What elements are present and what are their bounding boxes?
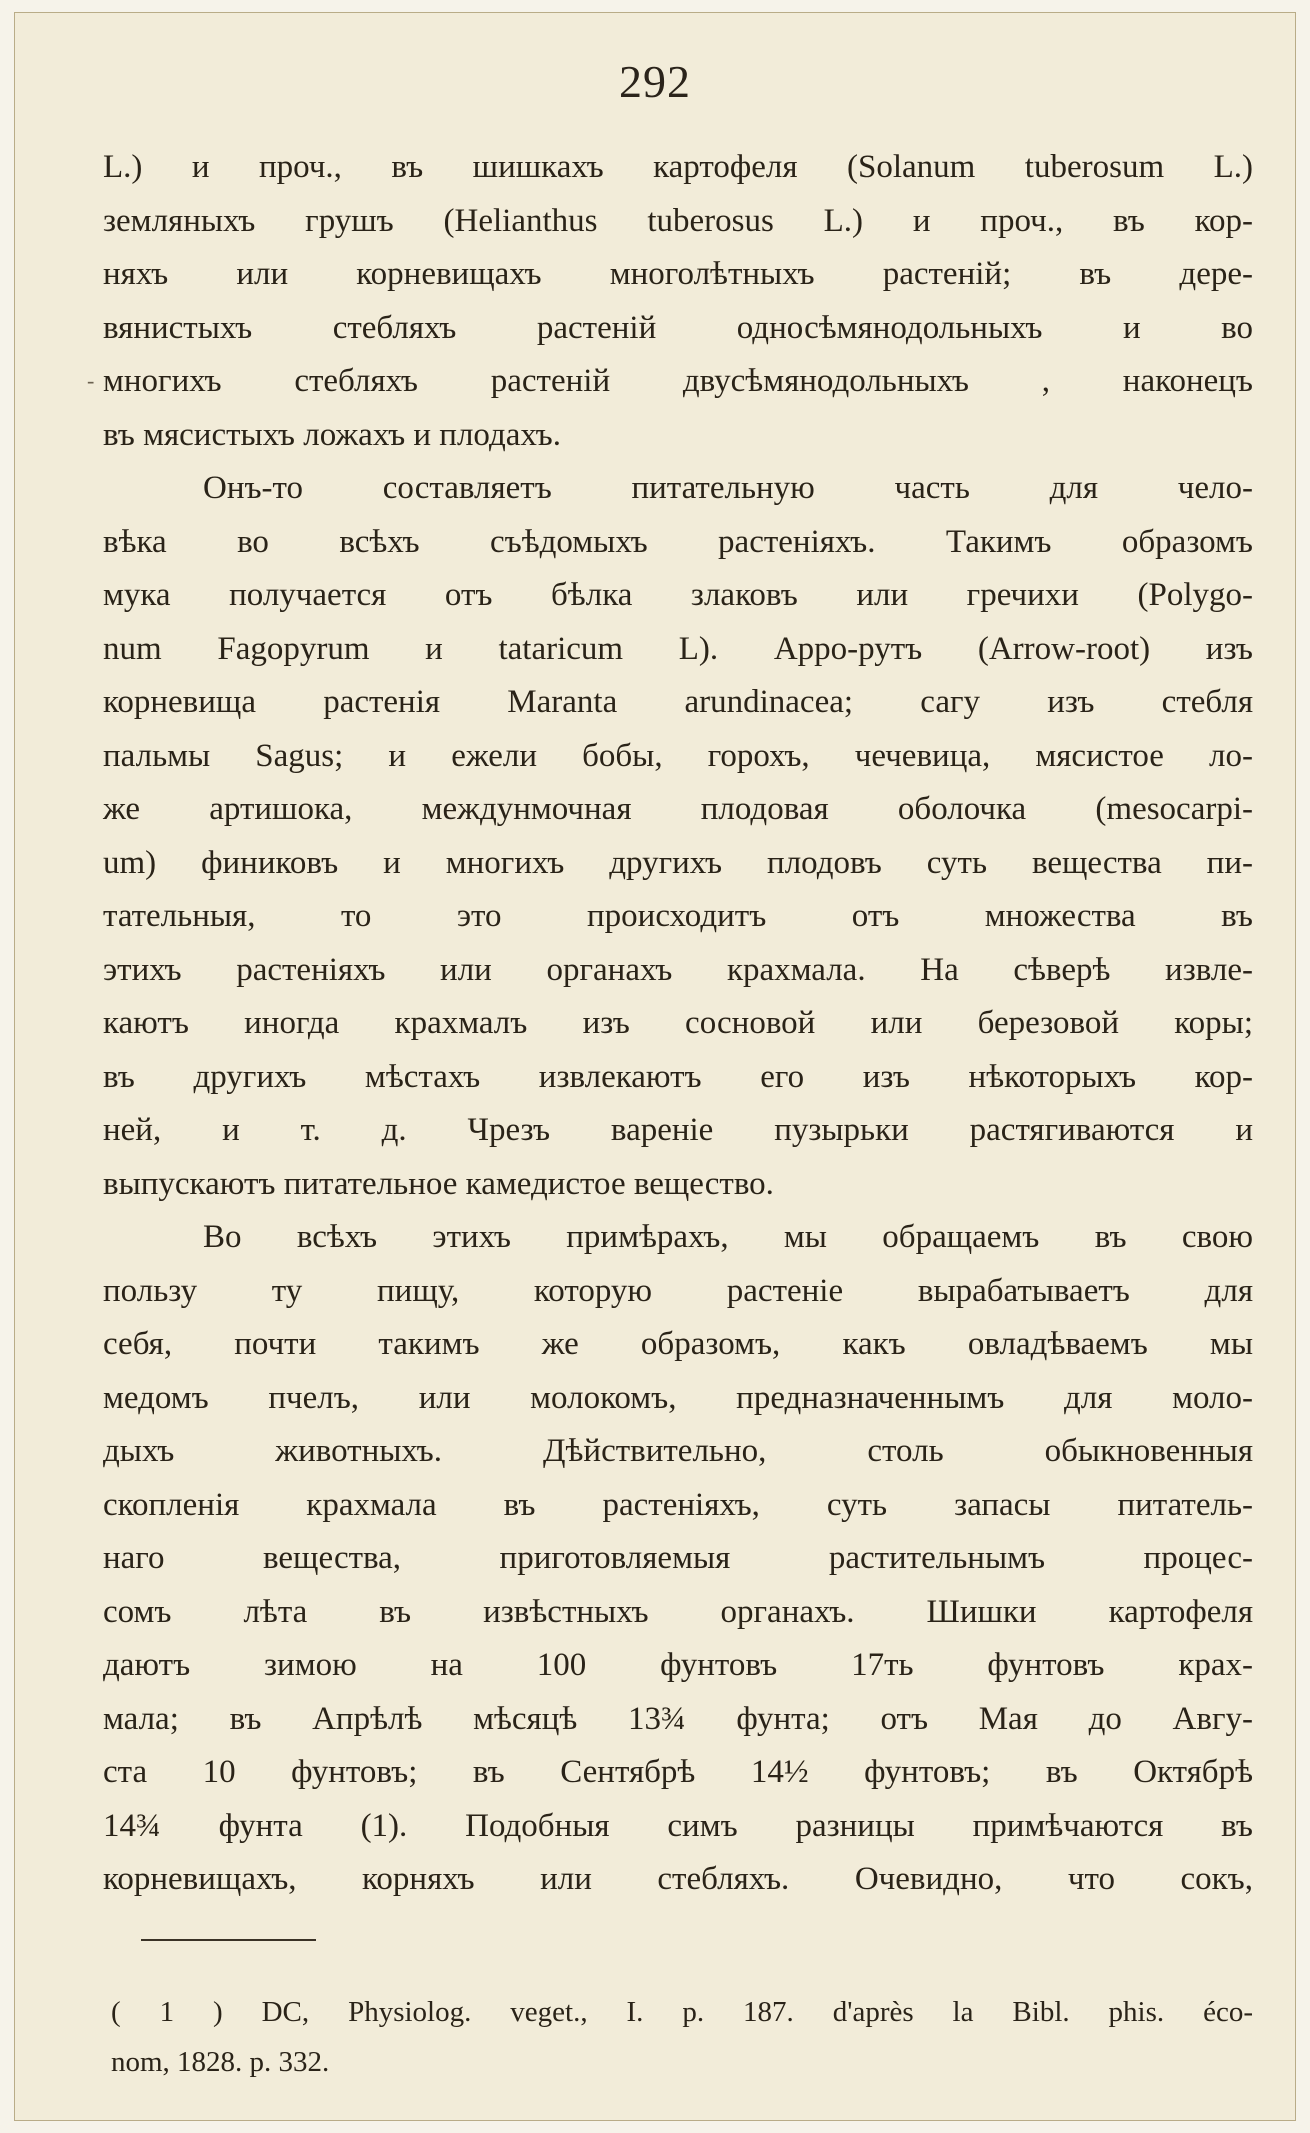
text-line: вянистыхъ стебляхъ растеній односѣмянодольныхъ и во [103, 309, 1253, 346]
text-line: Онъ-то составляетъ питательную часть для чело- [203, 470, 1253, 506]
text-line: ней, и т. д. Чрезъ вареніе пузырьки растягиваются и [103, 1112, 1253, 1148]
body-text [103, 141, 1253, 1907]
text-line: няхъ или корневищахъ многолѣтныхъ растеній; въ дере- [103, 256, 1253, 292]
footnote-divider [141, 1939, 316, 1941]
text-line: ста 10 фунтовъ; въ Сентябрѣ 14½ фунтовъ; въ Октябрѣ [103, 1754, 1253, 1790]
footnote-line: nom, 1828. p. 332. [111, 2046, 330, 2078]
text-line: 14¾ фунта (1). Подобныя симъ разницы примѣчаются въ [103, 1807, 1253, 1844]
text-line: себя, почти такимъ же образомъ, какъ овладѣваемъ мы [103, 1326, 1253, 1362]
text-line: пальмы Sagus; и ежели бобы, горохъ, чечевица, мясистое ло- [103, 737, 1253, 774]
text-line: земляныхъ грушъ (Helianthus tuberosus L.) и проч., въ кор- [103, 202, 1253, 239]
margin-mark: - [87, 368, 95, 393]
text-line: мука получается отъ бѣлка злаковъ или гречихи (Polygo- [103, 577, 1253, 613]
text-line: вѣка во всѣхъ съѣдомыхъ растеніяхъ. Такимъ образомъ [103, 523, 1253, 560]
text-line: наго вещества, приготовляемыя растительнымъ процес- [103, 1540, 1253, 1576]
text-line: медомъ пчелъ, или молокомъ, предназначеннымъ для моло- [103, 1379, 1253, 1416]
text-line: дыхъ животныхъ. Дѣйствительно, столь обыкновенныя [103, 1433, 1253, 1469]
text-line: сомъ лѣта въ извѣстныхъ органахъ. Шишки картофеля [103, 1593, 1253, 1630]
text-line: же артишока, междунмочная плодовая оболочка (mesocarpi- [103, 791, 1253, 827]
text-line: въ мясистыхъ ложахъ и плодахъ. [103, 416, 561, 453]
text-line: скопленія крахмала въ растеніяхъ, суть запасы питатель- [103, 1486, 1253, 1523]
text-line: мала; въ Апрѣлѣ мѣсяцѣ 13¾ фунта; отъ Мая до Авгу- [103, 1700, 1253, 1737]
book-page [14, 12, 1296, 2121]
text-line: этихъ растеніяхъ или органахъ крахмала. На сѣверѣ извле- [103, 951, 1253, 988]
text-line: даютъ зимою на 100 фунтовъ 17ть фунтовъ крах- [103, 1647, 1253, 1683]
footnote-line: ( 1 ) DC, Physiolog. veget., I. p. 187. d'après la Bibl. phis. éco- [111, 1996, 1253, 2028]
text-line: um) финиковъ и многихъ другихъ плодовъ суть вещества пи- [103, 844, 1253, 881]
text-line: L.) и проч., въ шишкахъ картофеля (Solanum tuberosum L.) [103, 149, 1253, 185]
text-line: выпускаютъ питательное камедистое вещество. [103, 1165, 774, 1202]
text-line: корневищахъ, корняхъ или стебляхъ. Очевидно, что сокъ, [103, 1861, 1253, 1897]
text-line: num Fagopyrum и tataricum L). Арро-рутъ (Arrow-root) изъ [103, 630, 1253, 667]
text-line: Во всѣхъ этихъ примѣрахъ, мы обращаемъ въ свою [203, 1219, 1253, 1255]
text-line: пользу ту пищу, которую растеніе вырабатываетъ для [103, 1272, 1253, 1309]
footnote [111, 1987, 1253, 2087]
text-line: корневища растенія Maranta arundinacea; сагу изъ стебля [103, 684, 1253, 720]
page-number: 292 [619, 56, 691, 107]
text-line: тательныя, то это происходитъ отъ множества въ [103, 898, 1253, 934]
text-line: каютъ иногда крахмалъ изъ сосновой или березовой коры; [103, 1005, 1253, 1041]
text-line: многихъ стебляхъ растеній двусѣмянодольныхъ , наконецъ [103, 363, 1253, 399]
text-line: въ другихъ мѣстахъ извлекаютъ его изъ нѣкоторыхъ кор- [103, 1058, 1253, 1095]
